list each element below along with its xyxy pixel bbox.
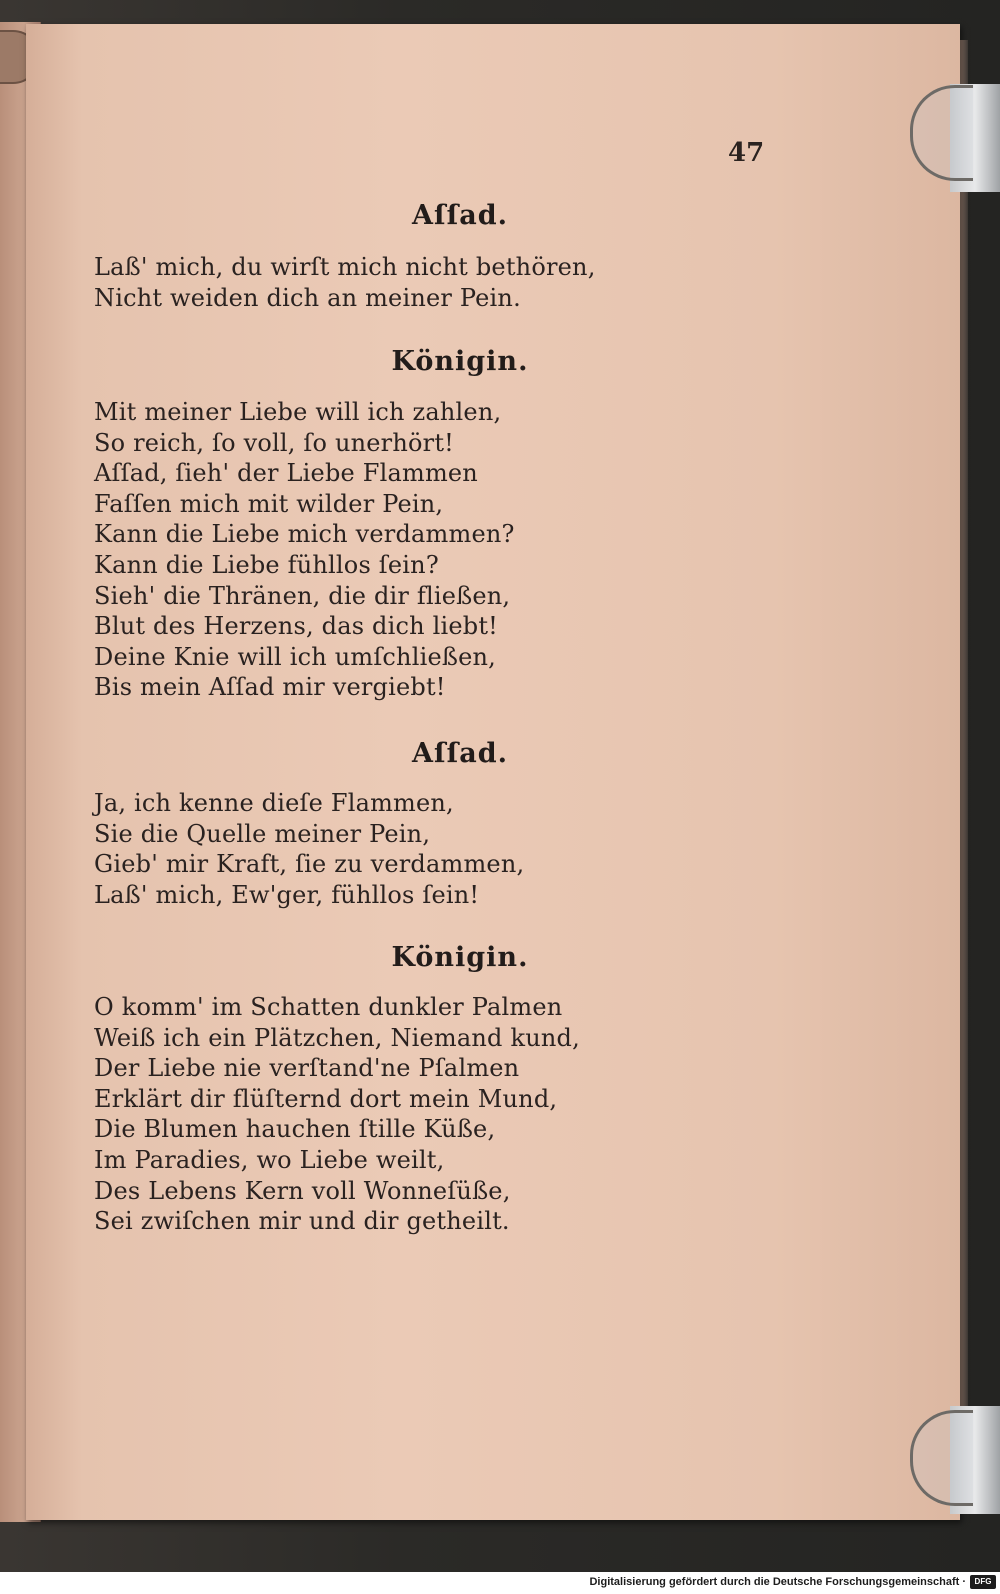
verse-block — [94, 788, 524, 910]
verse-line: Bis mein Aſſad mir vergiebt! — [94, 673, 446, 702]
verse-line: Faſſen mich mit wilder Pein, — [94, 489, 444, 518]
verse-block — [94, 252, 596, 313]
verse-line: Ja, ich kenne dieſe Flammen, — [94, 789, 454, 817]
verse-block — [94, 397, 515, 703]
verse-line: Blut des Herzens, das dich liebt! — [94, 612, 499, 641]
verse-line: Laß' mich, du wirſt mich nicht bethören, — [94, 253, 596, 281]
speaker-heading: Königin. — [391, 346, 529, 377]
verse-line: Erklärt dir flüſternd dort mein Mund, — [94, 1084, 558, 1113]
verse-block — [94, 992, 580, 1237]
book-page — [26, 24, 960, 1520]
verse-line: Kann die Liebe fühllos ſein? — [94, 550, 439, 579]
verse-line: Kann die Liebe mich verdammen? — [94, 520, 515, 549]
verse-line: Sie die Quelle meiner Pein, — [94, 819, 431, 848]
verse-line: So reich, ſo voll, ſo unerhört! — [94, 428, 455, 457]
verse-line: Die Blumen hauchen ſtille Küße, — [94, 1115, 496, 1144]
verse-line: Des Lebens Kern voll Wonneſüße, — [94, 1176, 511, 1205]
speaker-heading: Königin. — [391, 942, 529, 973]
verse-line: Aſſad, ſieh' der Liebe Flammen — [94, 459, 478, 488]
verse-line: Laß' mich, Ew'ger, fühllos ſein! — [94, 880, 480, 909]
verse-line: Deine Knie will ich umſchließen, — [94, 642, 496, 671]
verse-line: Gieb' mir Kraft, ſie zu verdammen, — [94, 850, 525, 879]
verse-line: Mit meiner Liebe will ich zahlen, — [94, 398, 502, 426]
speaker-heading: Aſſad. — [412, 738, 508, 769]
verse-line: Im Paradies, wo Liebe weilt, — [94, 1145, 445, 1174]
verse-line: Sieh' die Thränen, die dir fließen, — [94, 581, 511, 610]
speaker-heading: Aſſad. — [412, 200, 508, 231]
verse-line: Nicht weiden dich an meiner Pein. — [94, 283, 521, 312]
page-number: 47 — [728, 138, 765, 168]
digitization-credit: Digitalisierung gefördert durch die Deutsche Forschungsgemeinschaft · — [589, 1576, 966, 1588]
verse-line: Sei zwiſchen mir und dir getheilt. — [94, 1207, 510, 1236]
verse-line: O komm' im Schatten dunkler Palmen — [94, 993, 563, 1021]
verse-line: Weiß ich ein Plätzchen, Niemand kund, — [94, 1023, 580, 1052]
verse-line: Der Liebe nie verſtand'ne Pſalmen — [94, 1054, 520, 1083]
dfg-logo-icon: DFG — [970, 1575, 996, 1589]
